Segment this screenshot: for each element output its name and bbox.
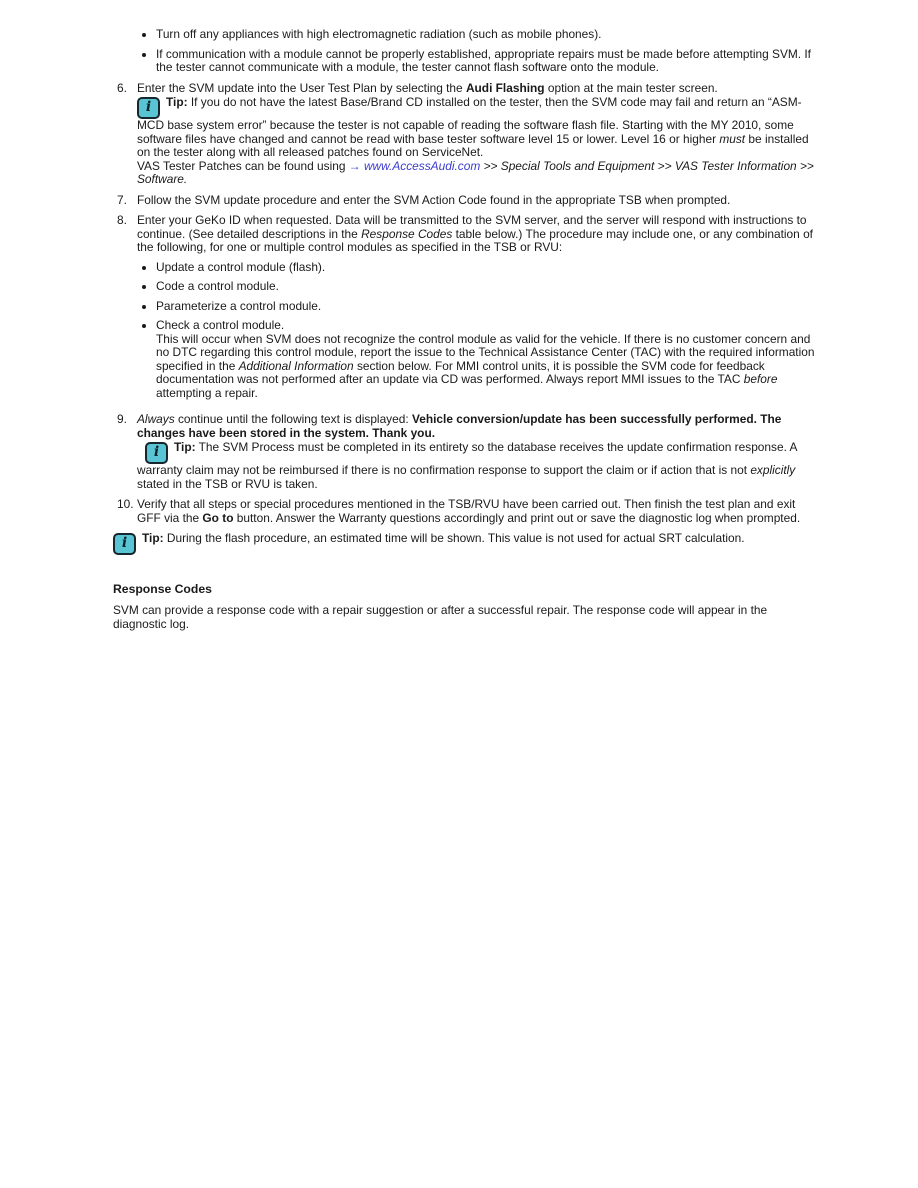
response-codes-heading: Response Codes [113, 582, 212, 596]
info-icon-glyph: i [145, 99, 152, 115]
step-10-number: 10. [117, 497, 134, 511]
step-10-text: Verify that all steps or special procedures mentioned in the TSB/RVU have been carried out. Then finish the test plan and exit GFF via the Go to button. Answer the Warranty questions accordingly and print out or save the diagnostic log when prompted. [137, 497, 801, 525]
step-6-text: Enter the SVM update into the User Test Plan by selecting the Audi Flashing option at the main tester screen. [137, 80, 718, 95]
step-6-body [137, 82, 818, 187]
step-6-number: 6. [117, 80, 127, 95]
step-10-body [137, 498, 818, 525]
tip-1: i Tip: If you do not have the latest Base/Brand CD installed on the tester, then the SVM code may fail and return an “ASM-MCD base system error” because the tester is not capable of reading the software flash file. Starting with the MY 2010, some software files have changed and cannot be read with base tester software level 15 or lower. Level 16 or higher must be installed on the tester along with all released patches found on ServiceNet. [137, 95, 809, 159]
step-8-bullet-list [137, 261, 818, 401]
info-icon-glyph: i [153, 444, 160, 460]
intro-bullet-1 [156, 28, 818, 42]
step-9 [113, 413, 818, 491]
step-10 [113, 498, 818, 525]
step-8 [113, 214, 818, 406]
step-8-number: 8. [117, 213, 127, 227]
tip-2-label: Tip: [174, 440, 196, 454]
intro-bullet-list [137, 28, 818, 75]
response-codes-body: SVM can provide a response code with a repair suggestion or after a successful repair. The response code will appear in the diagnostic log. [113, 603, 768, 631]
step-8-bullet-2: • Code a control module. [156, 280, 818, 294]
step-8-bullet-4 [156, 319, 818, 400]
tip-1-label: Tip: [166, 95, 188, 109]
info-icon [137, 97, 160, 119]
intro-bullet-1-text: Turn off any appliances with high electromagnetic radiation (such as mobile phones). [156, 27, 602, 41]
info-icon [113, 533, 136, 555]
step-8-bullet-4-detail: This will occur when SVM does not recognize the control module as valid for the vehicle. If there is no customer concern and no DTC regarding this control module, report the issue to the Technical Assistance Center (TAC) with the required information specified in the Additional Information section below. For MMI control units, it is possible the SVM code for feedback documentation was not performed after an update via CD was performed. Always report MMI issues to the TAC before attempting a repair. [156, 331, 815, 400]
info-icon [145, 442, 168, 464]
step-8-bullet-4-title: • Check a control module. [156, 318, 285, 332]
info-icon-glyph: i [121, 535, 128, 551]
step-7-body [137, 194, 818, 208]
tip-1-patches-line: VAS Tester Patches can be found using → www.AccessAudi.com >> Special Tools and Equipment >> VAS Tester Information >> Software. [137, 158, 814, 186]
tip-2: i Tip: The SVM Process must be completed in its entirety so the database receives the update confirmation response. A warranty claim may not be reimbursed if there is no confirmation response to support the claim or if action that is not explicitly stated in the TSB or RVU is taken. [137, 440, 797, 491]
step-9-number: 9. [117, 412, 127, 426]
step-8-text: Enter your GeKo ID when requested. Data will be transmitted to the SVM server, and the server will respond with instructions to continue. (See detailed descriptions in the Response Codes table below.) The procedure may include one, or any combination of the following, for one or multiple control modules as specified in the TSB or RVU: [137, 213, 813, 254]
step-9-text: Always continue until the following text is displayed: Vehicle conversion/update has been successfully performed. The changes have been stored in the system. Thank you. [137, 412, 782, 440]
step-7 [113, 194, 818, 208]
accessaudi-link[interactable]: www.AccessAudi.com [363, 158, 481, 173]
tip-3: i Tip: During the flash procedure, an estimated time will be shown. This value is not used for actual SRT calculation. [113, 532, 818, 555]
step-9-body [137, 413, 818, 491]
tip-3-label: Tip: [142, 531, 164, 545]
arrow-icon: → [348, 158, 361, 173]
step-8-bullet-1: • Update a control module (flash). [156, 261, 818, 275]
step-7-text: Follow the SVM update procedure and enter the SVM Action Code found in the appropriate TSB when prompted. [137, 192, 731, 207]
intro-bullet-2-text: If communication with a module cannot be properly established, appropriate repairs must be made before attempting SVM. If the tester cannot communicate with a module, the tester cannot flash software onto the module. [156, 46, 811, 74]
step-7-number: 7. [117, 192, 127, 207]
step-6 [113, 82, 818, 187]
intro-bullet-2 [156, 48, 818, 75]
step-8-body [137, 214, 818, 406]
step-8-bullet-3: • Parameterize a control module. [156, 300, 818, 314]
